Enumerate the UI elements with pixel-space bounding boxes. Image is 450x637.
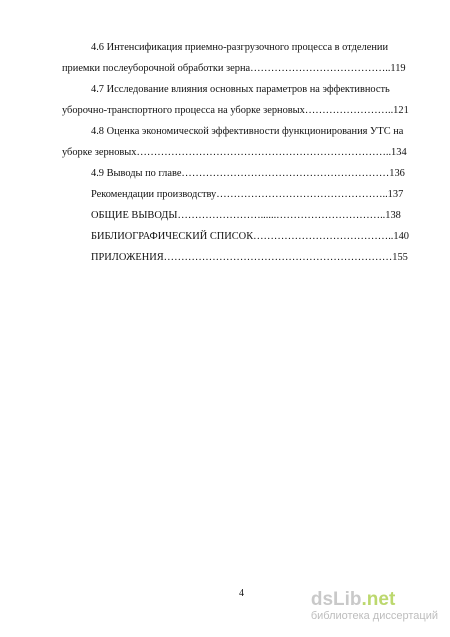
toc-line-4-7-title: 4.7 Исследование влияния основных параметров на эффективность: [91, 84, 390, 95]
page-number: 4: [239, 588, 244, 599]
toc-line-appendices: ПРИЛОЖЕНИЯ…………………………………………………………155: [91, 252, 408, 263]
toc-line-general-conclusions: ОБЩИЕ ВЫВОДЫ……………………......…………………………..138: [91, 210, 401, 221]
toc-line-4-7-cont: уборочно-транспортного процесса на уборке зерновых……………………..121: [62, 105, 409, 116]
toc-line-4-8-cont: уборке зерновых………………………………………………………………..134: [62, 147, 407, 158]
watermark-subtitle: библиотека диссертаций: [310, 610, 438, 622]
toc-line-recommendations: Рекомендации производству…………………………………………..137: [91, 189, 404, 200]
toc-line-bibliography: БИБЛИОГРАФИЧЕСКИЙ СПИСОК…………………………………..140: [91, 231, 409, 242]
toc-line-4-9: 4.9 Выводы по главе……………………………………………………136: [91, 168, 405, 179]
watermark: [311, 590, 438, 623]
toc-line-4-8-title: 4.8 Оценка экономической эффективности функционирования УТС на: [91, 126, 404, 137]
watermark-logo: [311, 590, 438, 610]
toc-line-4-6-title: 4.6 Интенсификация приемно-разгрузочного процесса в отделении: [91, 42, 389, 53]
watermark-logo-main: dsLib: [310, 589, 362, 610]
toc-line-4-6-cont: приемки послеуборочной обработки зерна…………………………………..119: [62, 63, 406, 74]
watermark-logo-tld: .net: [361, 589, 396, 610]
